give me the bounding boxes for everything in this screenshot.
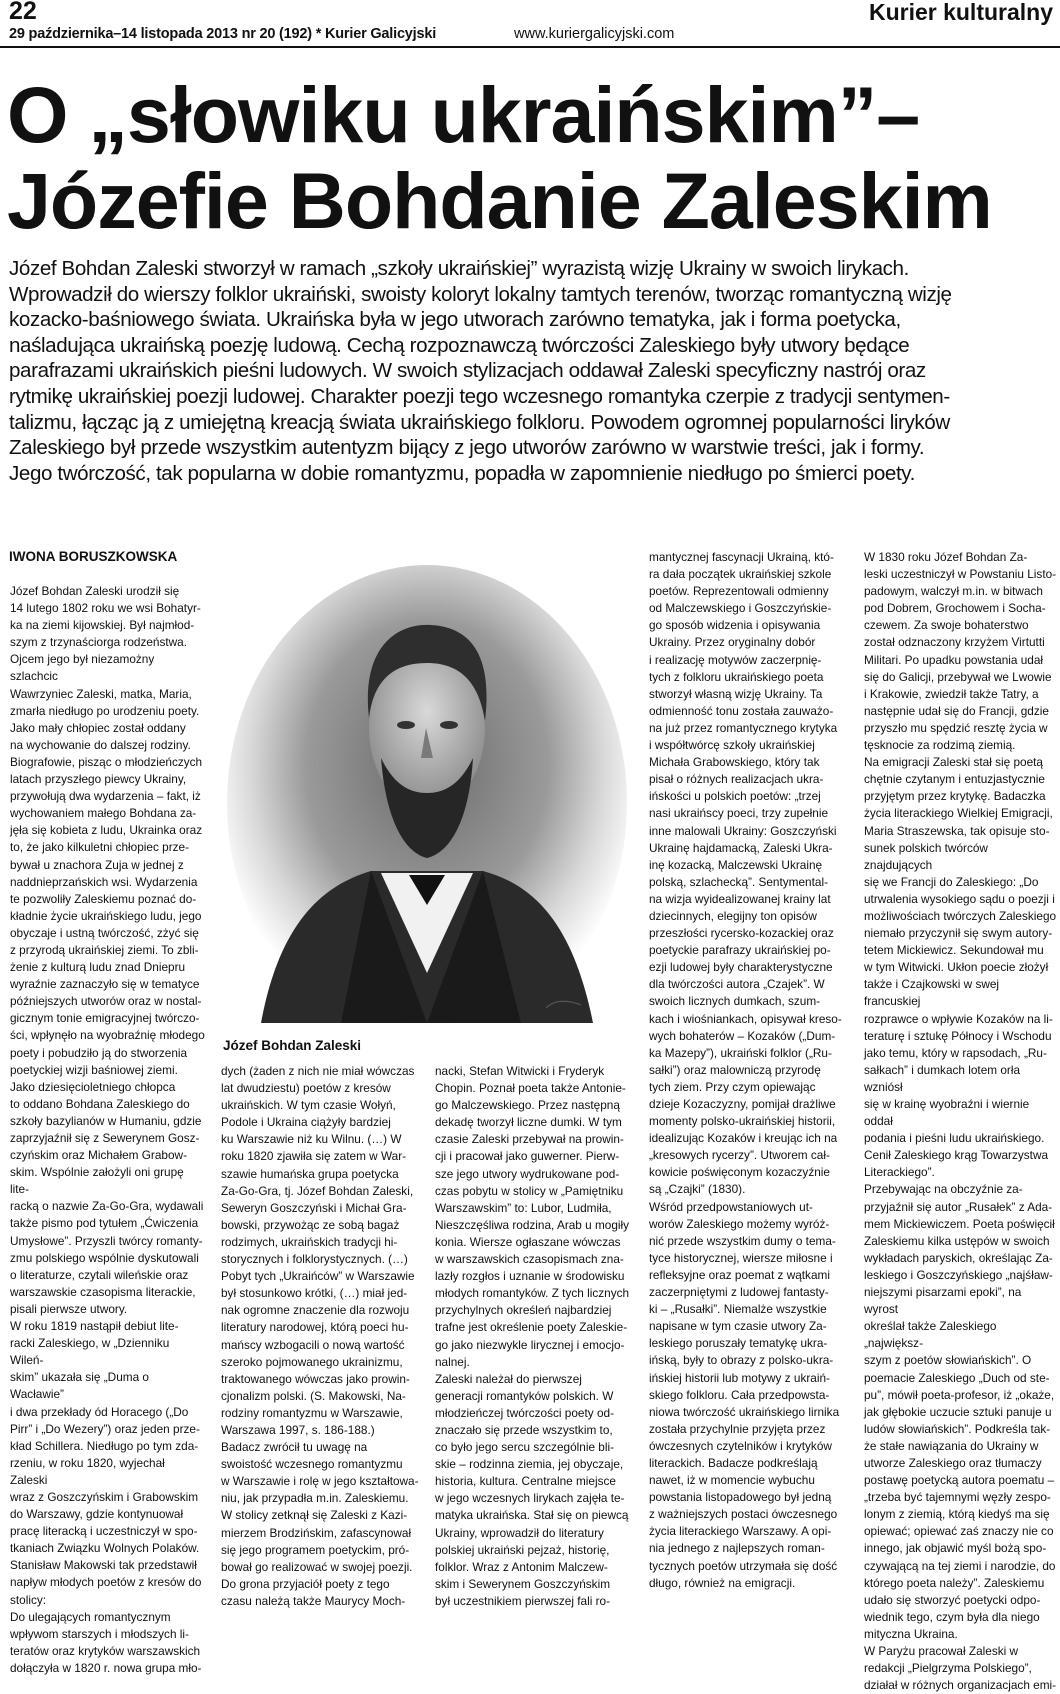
headline-line-1: O „słowiku ukraińskim”– [7, 70, 920, 159]
article-column-5: W 1830 roku Józef Bohdan Za- leski uczestniczył w Powstaniu Listo- padowym, walczył m.in. w bitwach pod Dobrem, Grochowem i Socha- czewem. Za swoje bohaterstwo został odznaczony krzyżem Virtutti Militari. Po upadku powstania udał się do Galicji, przebywał we Lwowie i Krakowie, zwiedził także Tatry, a następnie udał się do Francji, gdzie przyszło mu spędzić resztę życia w tęsknocie za rodzimą ziemią. Na emigracji Zaleski stał się poetą chętnie czytanym i entuzjastycznie przyjętym przez krytykę. Badaczka życia literackiego Wielkiej Emigracji, Maria Straszewska, tak opisuje sto- sunek polskich twórców znajdujących się we Francji do Zaleskiego: „Do utrwalenia wysokiego sądu o poezji i możliwościach twórczych Zaleskiego niemało przyczynił się swym autory- tetem Mickiewicz. Sekundował mu w tym Witwicki. Ukłon poecie złożył także i Czajkowski w swej francuskiej rozprawce o wpływie Kozaków na li- teraturę i sztukę Północy i Wschodu jako temu, który w rapsodach, „Ru- sałkach” i dumkach lotem orła wzniósł się w krainę wyobraźni i wiernie oddał podania i pieśni ludu ukraińskiego. Cenił Zaleskiego krąg Towarzystwa Literackiego”. Przebywając na obczyźnie za- przyjaźnił się autor „Rusałek” z Ada- mem Mickiewiczem. Poeta poświęcił Zaleskiemu kilka ustępów w swoich wykładach paryskich, określając Za- leskiego i Goszczyńskiego „najśław- niejszymi pisarzami epoki”, na wyrost określał także Zaleskiego „największ- szym z poetów słowiańskich”. O poemacie Zaleskiego „Duch od ste- pu”, mówił poeta-profesor, iż „okaże, jak głębokie uczucie sztuki panuje u ludów słowiańskich”. Podkreśla tak- że stałe nawiązania do Ukrainy w utworze Zaleskiego oraz tłumaczy postawę poetycką autora poematu – „trzeba być tajemnymi węzły zespo- lonym z ziemią, którą kiedyś ma się opiewać; opiewać zaś znaczy nie co innego, jak objawić myśl bożą spo- czywającą na tej ziemi i narodzie, do którego poeta należy”. Zaleskiemu udało się stworzyć poetycki odpo- wiednik tego, czym była dla niego mityczna Ukraina. W Paryżu pracował Zaleski w redakcji „Pielgrzyma Polskiego”, działał w różnych organizacjach emi- [864, 550, 1057, 1693]
article-column-1: Józef Bohdan Zaleski urodził się 14 lutego 1802 roku we wsi Bohatyr- ka na ziemi kijowskiej. Był najmłod- szym z trzynaściorga rodzeństwa. Ojcem jego był niezamożny szlachcic Wawrzyniec Zaleski, matka, Maria, zmarła niedługo po urodzeniu poety. Jako mały chłopiec został oddany na wychowanie do dalszej rodziny. Biografowie, pisząc o młodzieńczych latach przyszłego piewcy Ukrainy, przywołują dwa wydarzenia – fakt, iż wychowaniem małego Bohdana za- jęła się kobieta z ludu, Ukrainka oraz to, że jako kilkuletni chłopiec prze- bywał u znachora Zuja w jednej z naddnieprzańskich wsi. Wydarzenia te pozwoliły Zaleskiemu poznać do- kładnie życie ukraińskiego ludu, jego obyczaje i ustną twórczość, zżyć się z przyrodą ukraińskiej ziemi. To zbli- żenie z kulturą ludu znad Dniepru wyraźnie zaznaczyło się w tematyce późniejszych utworów oraz w nostal- gicznym tonie emigracyjnej twórczo- ści, wpłynęło na wyobraźnię młodego poety i pobudziło ją do stworzenia poetyckiej wizji baśniowej ziemi. Jako dziesięcioletniego chłopca to oddano Bohdana Zaleskiego do szkoły bazylianów w Humaniu, gdzie zaprzyjaźnił się z Sewerynem Gosz- czyńskim oraz Michałem Grabow- skim. Wspólnie założyli oni grupę lite- racką o nazwie Za-Go-Gra, wydawali także pismo pod tytułem „Ćwiczenia Umysłowe”. Przyszli twórcy romanty- zmu polskiego wspólnie dyskutowali o literaturze, czytali wileńskie oraz warszawskie czasopisma literackie, pisali pierwsze utwory. W roku 1819 nastąpił debiut lite- racki Zaleskiego, w „Dzienniku Wileń- skim” ukazała się „Duma o Wacławie” i dwa przekłady ód Horacego („Do Pirr” i „Do Wezery”) oraz jeden prze- kład Schillera. Niedługo po tym zda- rzeniu, w roku 1820, wyjechał Zaleski wraz z Goszczyńskim i Grabowskim do Warszawy, gdzie kontynuował pracę literacką i uczestniczył w spo- tkaniach Związku Wolnych Polaków. Stanisław Makowski tak przedstawił napływ młodych poetów z kresów do stolicy: Do ulegających romantycznym wpływom starszych i młodszych li- teratów oraz krytyków warszawskich dołączyła w 1820 r. nowa grupa mło- [10, 584, 205, 1675]
page-number: 22 [9, 0, 37, 25]
article-column-3: nacki, Stefan Witwicki i Fryderyk Chopin. Poznał poeta także Antonie- go Malczewskiego. Przez następną dekadę tworzył liczne dumki. W tym czasie Zaleski przebywał na prowin- cji i pracował jako guwerner. Pierw- sze jego utwory wydrukowane pod- czas pobytu w stolicy w „Pamiętniku Warszawskim” to: Lubor, Ludmiła, Nieszczęśliwa rodzina, Arab u mogiły konia. Wiersze ogłaszane wówczas w warszawskich czasopismach zna- lazły rozgłos i uznanie w środowisku młodych romantyków. Z tych licznych przychylnych określeń najbardziej trafne jest określenie poety Zaleskie- go jako niezwykle lirycznej i emocjo- nalnej. Zaleski należał do pierwszej generacji romantyków polskich. W młodzieńczej twórczości poety od- znaczało się przede wszystkim to, co było jego sercu szczególnie bli- skie – rodzinna ziemia, jej obyczaje, historia, kultura. Centralne miejsce w jego wczesnych lirykach zajęła te- matyka ukraińska. Stał się on piewcą Ukrainy, wprowadził do literatury polskiej ukraiński pejzaż, historię, folklor. Wraz z Antonim Malczew- skim i Sewerynem Goszczyńskim był uczestnikiem pierwszej fali ro- [435, 1064, 630, 1608]
portrait-photo [221, 553, 633, 1038]
author-byline: IWONA BORUSZKOWSKA [9, 549, 178, 564]
issue-dateline: 29 października–14 listopada 2013 nr 20 (192) * Kurier Galicyjski [9, 26, 437, 42]
website-url[interactable]: www.kuriergalicyjski.com [514, 26, 675, 42]
header-rule [0, 46, 1060, 48]
photo-caption: Józef Bohdan Zaleski [223, 1038, 362, 1053]
article-column-2: dych (żaden z nich nie miał wówczas lat dwudziestu) poetów z kresów ukraińskich. W tym czasie Wołyń, Podole i Ukraina ciążyły bardziej ku Warszawie niż ku Wilnu. (…) W roku 1820 zjawiła się zatem w War- szawie humańska grupa poetycka Za-Go-Gra, tj. Józef Bohdan Zaleski, Seweryn Goszczyński i Michał Gra- bowski, przywożąc ze sobą bagaż rodzimych, ukraińskich tradycji hi- storycznych i folklorystycznych. (…) Pobyt tych „Ukraińców” w Warszawie był stosunkowo krótki, (…) miał jed- nak ogromne znaczenie dla rozwoju literatury narodowej, którą poeci hu- mańscy wzbogacili o nową wartość szeroko pojmowanego ukrainizmu, traktowanego wówczas jako prowin- cjonalizm polski. (S. Makowski, Na- rodziny romantyzmu w Warszawie, Warszawa 1997, s. 186-188.) Badacz zwrócił tu uwagę na swoistość wczesnego romantyzmu w Warszawie i rolę w jego kształtowa- niu, jak przypadła m.in. Zaleskiemu. W stolicy zetknął się Zaleski z Kazi- mierzem Brodzińskim, zafascynował się jego programem poetyckim, pró- bował go realizować w swojej poezji. Do grona przyjaciół poety z tego czasu należą także Maurycy Moch- [221, 1064, 419, 1608]
section-title: Kurier kulturalny [868, 0, 1053, 25]
article-column-4: mantycznej fascynacji Ukrainą, któ- ra dała początek ukraińskiej szkole poetów. Reprezentowali odmienny od Malczewskiego i Goszczyńskie- go sposób widzenia i opisywania Ukrainy. Przez oryginalny dobór i realizację motywów zaczerpnię- tych z folkloru ukraińskiego poeta stworzył własną wizję Ukrainy. Ta odmienność tonu została zauważo- na już przez romantycznego krytyka i współtwórcę szkoły ukraińskiej Michała Grabowskiego, który tak pisał o różnych realizacjach ukra- ińskości u polskich poetów: „trzej nasi ukraińscy poeci, trzy zupełnie inne malowali Ukrainy: Goszczyński Ukrainę hajdamacką, Zaleski Ukra- inę kozacką, Malczewski Ukrainę polską, szlachecką”. Sentymental- na wizja wyidealizowanej krainy lat dziecinnych, elegijny ton opisów przeszłości rycersko-kozackiej oraz poetyckie parafrazy ukraińskiej po- ezji ludowej były charakterystyczne dla twórczości autora „Czajek”. W swoich licznych dumkach, szum- kach i wiośniankach, opisywał kreso- wych bohaterów – Kozaków („Dum- ka Mazepy”), ukraiński folklor („Ru- sałki”) oraz malowniczą przyrodę tych ziem. Przy czym opiewając dzieje Kozaczyzny, pomijał drażliwe momenty polsko-ukraińskiej historii, idealizując Kozaków i kreując ich na „kresowych rycerzy”. Utworem cał- kowicie poświęconym kozaczyźnie są „Czajki” (1830). Wśród przedpowstaniowych ut- worów Zaleskiego możemy wyróż- nić przede wszystkim dumy o tema- tyce historycznej, wiersze miłosne i refleksyjne oraz poemat z wątkami zaczerpniętymi z ludowej fantasty- ki – „Rusałki”. Niemalże wszystkie napisane w tym czasie utwory Za- leskiego poruszały tematykę ukra- ińską, były to obrazy z polsko-ukra- ińskiej historii lub motywy z ukraiń- skiego folkloru. Cała przedpowsta- niowa twórczość ukraińskiego lirnika została przychylnie przyjęta przez ówczesnych czytelników i krytyków literackich. Badacze podkreślają nawet, iż w momencie wybuchu powstania listopadowego był jedną z ważniejszych postaci ówczesnego życia literackiego Warszawy. A opi- nia jednego z najlepszych roman- tycznych poetów utrzymała się dość długo, również na emigracji. [649, 550, 842, 1590]
headline-line-2: Józefie Bohdanie Zaleskim [7, 156, 992, 245]
article-headline [7, 72, 1057, 244]
article-lede: Józef Bohdan Zaleski stworzył w ramach „szkoły ukraińskiej” wyrazistą wizję Ukrainy w swoich lirykach. Wprowadził do wierszy folklor ukraiński, swoisty koloryt lokalny tamtych terenów, tworząc romantyczną wizję kozacko-baśniowego świata. Ukraińska była w jego utworach zarówno tematyka, jak i forma poetycka, naśladująca ukraińską poezję ludową. Cechą rozpoznawczą twórczości Zaleskiego były utwory będące parafrazami ukraińskich pieśni ludowych. W swoich stylizacjach oddawał Zaleski specyficzny nastrój oraz rytmikę ukraińskiej poezji ludowej. Charakter poezji tego wczesnego romantyka czerpie z tradycji sentymen- talizmu, łącząc ją z umiejętną kreacją świata ukraińskiego folkloru. Powodem ogromnej popularności liryków Zaleskiego był przede wszystkim autentyzm bijący z jego utworów zarówno w warstwie treści, jak i formy. Jego twórczość, tak popularna w dobie romantyzmu, popadła w zapomnienie niedługo po śmierci poety. [9, 257, 952, 485]
